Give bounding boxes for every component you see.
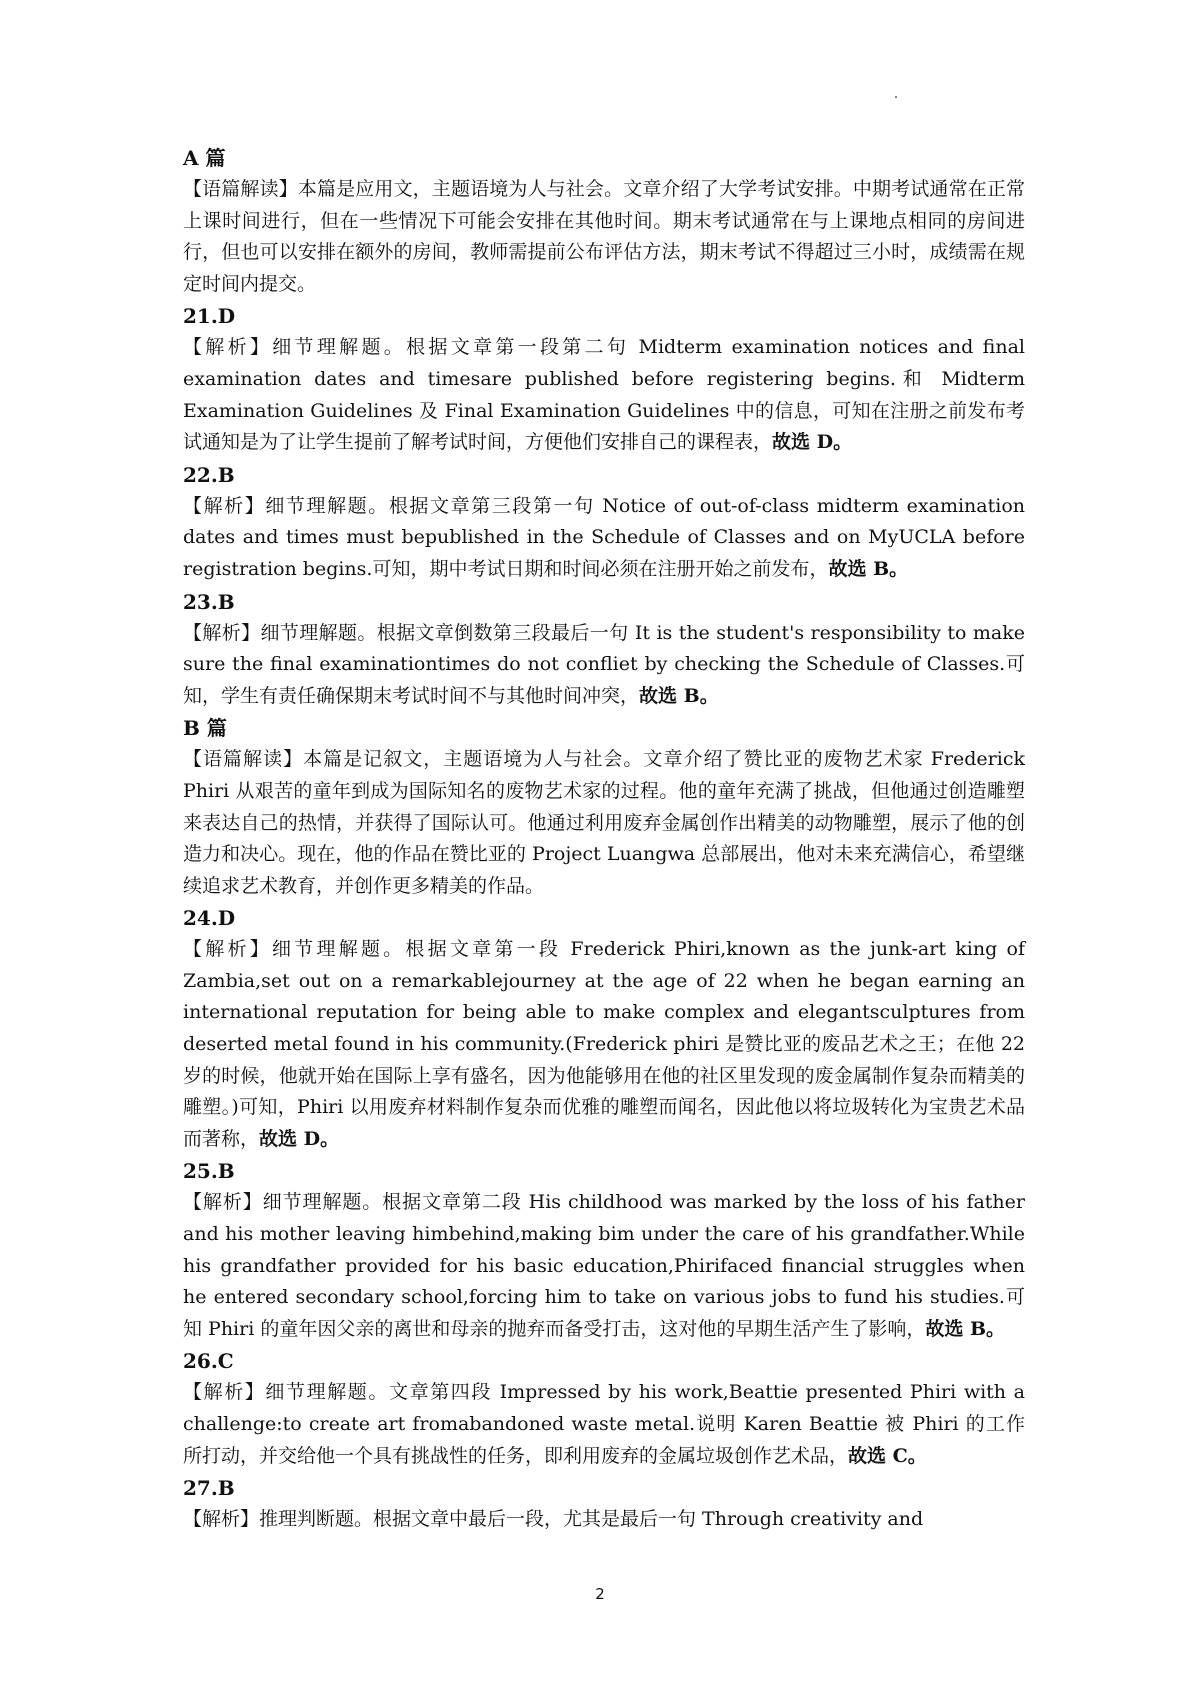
para-text: 【解析】细节理解题。根据文章第一段第二句 Midterm examination notices and final examination dates and timesare published before registering begins.和 Midterm Examination Guidelines 及 Final Examination Guidelines 中的信息，可知在注册之前发布考试通知是为了让学生提前了解考试时间，方便他们安排自己的课程表，	[183, 336, 1025, 454]
answer-note: 故选 D。	[772, 431, 853, 454]
explanation-27	[183, 1504, 1025, 1536]
para-text: 【解析】推理判断题。根据文章中最后一段，尤其是最后一句 Through creativity and	[183, 1508, 924, 1531]
answer-heading-27: 27.B	[183, 1476, 235, 1501]
section-heading-a: A 篇	[183, 146, 226, 170]
para-text: 【语篇解读】本篇是应用文，主题语境为人与社会。文章介绍了大学考试安排。中期考试通常在正常上课时间进行，但在一些情况下可能会安排在其他时间。期末考试通常在与上课地点相同的房间进行，但也可以安排在额外的房间，教师需提前公布评估方法，期末考试不得超过三小时，成绩需在规定时间内提交。	[183, 178, 1025, 295]
para-text: 【解析】细节理解题。文章第四段 Impressed by his work,Beattie presented Phiri with a challenge:to create art fromabandoned waste metal.说明 Karen Beattie 被 Phiri 的工作所打动，并交给他一个具有挑战性的任务，即利用废弃的金属垃圾创作艺术品，	[183, 1381, 1025, 1467]
explanation-21	[183, 332, 1025, 458]
para-text: 【解析】细节理解题。根据文章第三段第一句 Notice of out-of-class midterm examination dates and times must bepublished in the Schedule of Classes and on MyUCLA before registration begins.可知，期中考试日期和时间必须在注册开始之前发布，	[183, 494, 1025, 580]
para-text: 【解析】细节理解题。根据文章倒数第三段最后一句 It is the student's responsibility to make sure the final examinationtimes do not confliet by checking the Schedule of Classes.可知，学生有责任确保期末考试时间不与其他时间冲突，	[183, 621, 1025, 707]
passage-summary-a	[183, 174, 1025, 300]
answer-note: 故选 B。	[925, 1317, 1006, 1340]
answer-heading-23: 23.B	[183, 589, 235, 614]
explanation-24	[183, 934, 1025, 1155]
answer-note: 故选 B。	[639, 684, 719, 707]
document-body	[183, 142, 1025, 1536]
para-text: 【解析】细节理解题。根据文章第一段 Frederick Phiri,known as the junk-art king of Zambia,set out on a remarkablejourney at the age of 22 when he began earning an international reputation for being able to make complex and elegantsculptures from deserted metal found in his community.(Frederick phiri 是赞比亚的废品艺术之王；在他 22 岁的时候，他就开始在国际上享有盛名，因为他能够用在他的社区里发现的废金属制作复杂而精美的雕塑。)可知，Phiri 以用废弃材料制作复杂而优雅的雕塑而闻名，因此他以将垃圾转化为宝贵艺术品而著称，	[183, 938, 1025, 1150]
answer-heading-21: 21.D	[183, 304, 236, 329]
answer-heading-25: 25.B	[183, 1159, 235, 1184]
answer-heading-26: 26.C	[183, 1349, 234, 1374]
explanation-26	[183, 1377, 1025, 1472]
answer-heading-24: 24.D	[183, 906, 236, 931]
para-text: 【语篇解读】本篇是记叙文，主题语境为人与社会。文章介绍了赞比亚的废物艺术家 Frederick Phiri 从艰苦的童年到成为国际知名的废物艺术家的过程。他的童年充满了挑战，但他通过创造雕塑来表达自己的热情，并获得了国际认可。他通过利用废弃金属创作出精美的动物雕塑，展示了他的创造力和决心。现在，他的作品在赞比亚的 Project Luangwa 总部展出，他对未来充满信心，希望继续追求艺术教育，并创作更多精美的作品。	[183, 748, 1025, 897]
section-heading-b: B 篇	[183, 716, 227, 741]
answer-note: 故选 C。	[848, 1444, 927, 1467]
explanation-23	[183, 618, 1025, 713]
scan-speck	[895, 96, 897, 98]
answer-heading-22: 22.B	[183, 462, 235, 487]
para-text: 【解析】细节理解题。根据文章第二段 His childhood was marked by the loss of his father and his mother leaving himbehind,making bim under the care of his grandfather.While his grandfather provided for his basic education,Phirifaced financial struggles when he entered secondary school,forcing him to take on various jobs to fund his studies.可知 Phiri 的童年因父亲的离世和母亲的抛弃而备受打击，这对他的早期生活产生了影响，	[183, 1191, 1025, 1340]
answer-note: 故选 D。	[259, 1127, 340, 1150]
passage-summary-b	[183, 744, 1025, 902]
explanation-22	[183, 491, 1025, 586]
explanation-25	[183, 1187, 1025, 1345]
answer-note: 故选 B。	[828, 557, 909, 580]
page-number: 2	[595, 1585, 605, 1603]
